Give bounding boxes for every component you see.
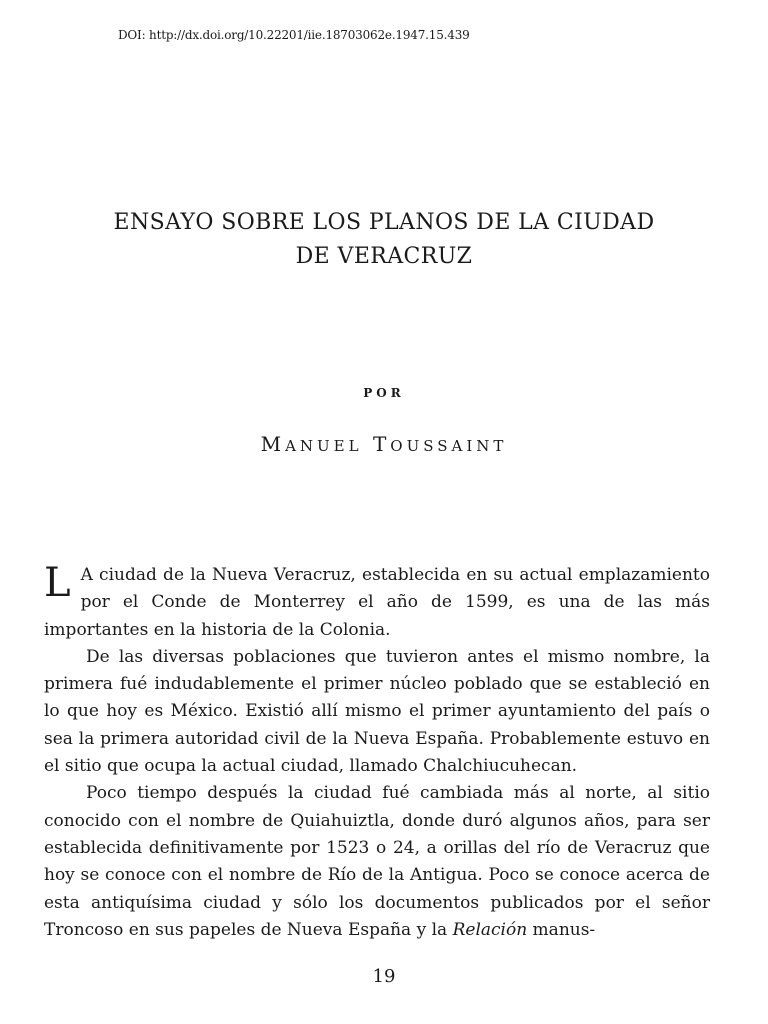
paragraph-3-text: Poco tiempo después la ciudad fué cambiada más al norte, al sitio conocido con el nombre de Quiahuiztla, donde duró algunos años, para ser establecida definitivamente por 1523 o 24, a orillas del río de Veracruz que hoy se conoce con el nombre de Río de la Antigua. Poco se conoce acerca de esta antiquísima ciudad y sólo los documentos publicados por el señor Troncoso en sus papeles de Nueva España y la bbox=[44, 783, 710, 940]
paragraph-1-text: A ciudad de la Nueva Veracruz, establecida en su actual emplazamiento por el Conde de Monterrey el año de 1599, es una de las más importantes en la historia de la Colonia. bbox=[44, 565, 710, 640]
author-last-initial: T bbox=[372, 432, 391, 456]
author-last-rest: OUSSAINT bbox=[390, 437, 508, 455]
article-title bbox=[0, 206, 768, 274]
paragraph-3-tail: manus- bbox=[527, 919, 596, 940]
drop-cap: L bbox=[44, 560, 71, 606]
paragraph-1 bbox=[44, 562, 710, 644]
byline-por: POR bbox=[363, 386, 405, 400]
author-first-initial: M bbox=[260, 432, 286, 456]
title-line-1: ENSAYO SOBRE LOS PLANOS DE LA CIUDAD bbox=[113, 210, 655, 235]
author-name bbox=[0, 432, 768, 456]
paragraph-3 bbox=[44, 780, 710, 944]
doi-link[interactable]: DOI: http://dx.doi.org/10.22201/iie.18703062e.1947.15.439 bbox=[118, 28, 470, 42]
author-first-rest: ANUEL bbox=[285, 437, 363, 455]
paragraph-2: De las diversas poblaciones que tuvieron antes el mismo nombre, la primera fué indudablemente el primer núcleo poblado que se estableció en lo que hoy es México. Existió allí mismo el primer ayuntamiento del país o sea la primera autoridad civil de la Nueva España. Probablemente estuvo en el sitio que ocupa la actual ciudad, llamado Chalchiucuhecan. bbox=[44, 646, 710, 777]
article-body bbox=[44, 562, 710, 944]
page-number: 19 bbox=[372, 966, 396, 987]
title-line-2: DE VERACRUZ bbox=[295, 244, 473, 269]
paragraph-3-italic: Relación bbox=[452, 919, 528, 940]
